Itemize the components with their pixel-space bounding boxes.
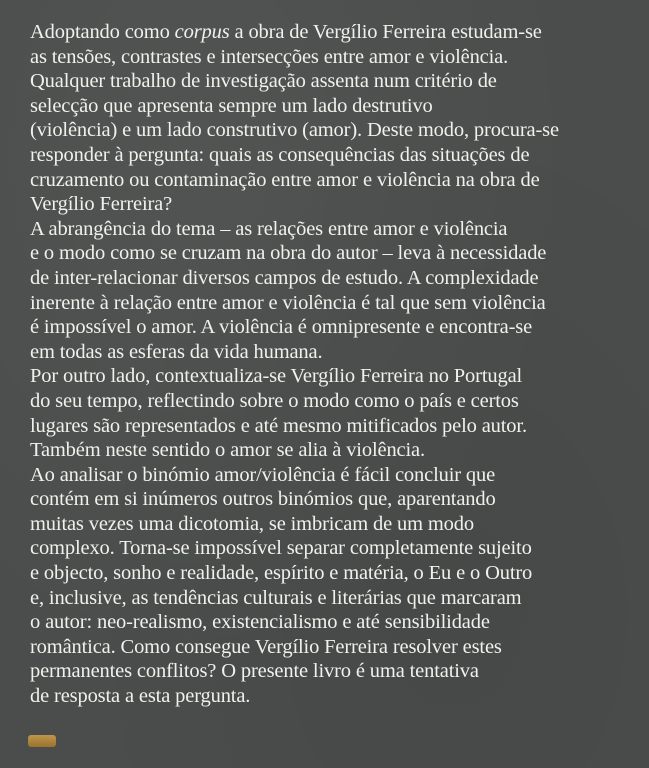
text-segment: A abrangência do tema – as relações entre amor e violência (30, 217, 508, 240)
text-segment: é impossível o amor. A violência é omnipresente e encontra-se (30, 316, 533, 339)
text-segment: inerente à relação entre amor e violência é tal que sem violência (30, 291, 546, 314)
text-segment: romântica. Como consegue Vergílio Ferreira resolver estes (30, 635, 502, 658)
text-line (30, 414, 645, 439)
text-line (30, 315, 645, 340)
back-cover-text (30, 20, 645, 709)
text-segment: de inter-relacionar diversos campos de estudo. A complexidade (30, 266, 539, 289)
text-line (30, 69, 645, 94)
text-segment: complexo. Torna-se impossível separar completamente sujeito (30, 537, 532, 560)
text-line (30, 364, 645, 389)
publisher-logo (28, 735, 56, 747)
text-line (30, 659, 645, 684)
text-segment: a obra de Vergílio Ferreira estudam-se (229, 21, 542, 43)
text-line (30, 438, 645, 463)
text-line (30, 241, 645, 266)
text-segment: cruzamento ou contaminação entre amor e violência na obra de (30, 168, 540, 191)
text-segment: Ao analisar o binómio amor/violência é fácil concluir que (30, 463, 496, 486)
text-segment: o autor: neo-realismo, existencialismo e até sensibilidade (30, 611, 490, 634)
text-line (30, 266, 645, 291)
text-line (30, 586, 645, 611)
text-segment: e objecto, sonho e realidade, espírito e matéria, o Eu e o Outro (30, 562, 533, 585)
text-segment: muitas vezes uma dicotomia, se imbricam de um modo (30, 512, 474, 535)
text-segment: Também neste sentido o amor se alia à violência. (30, 439, 425, 462)
text-line (30, 463, 645, 488)
text-segment: e o modo como se cruzam na obra do autor – leva à necessidade (30, 242, 547, 265)
text-line (30, 192, 645, 217)
text-line (30, 168, 645, 193)
text-line (30, 561, 645, 586)
text-segment: de resposta a esta pergunta. (30, 685, 251, 708)
text-line (30, 389, 645, 414)
text-line (30, 118, 645, 143)
text-segment: Adoptando como (30, 21, 175, 43)
text-line (30, 20, 645, 45)
text-line (30, 217, 645, 242)
text-line (30, 512, 645, 537)
text-segment: (violência) e um lado construtivo (amor). Deste modo, procura-se (30, 119, 559, 142)
text-segment: lugares são representados e até mesmo mitificados pelo autor. (30, 414, 527, 437)
text-segment: Qualquer trabalho de investigação assenta num critério de (30, 70, 497, 93)
text-line (30, 610, 645, 635)
text-line (30, 291, 645, 316)
text-segment: em todas as esferas da vida humana. (30, 340, 323, 363)
text-line (30, 487, 645, 512)
text-segment: contém em si inúmeros outros binómios que, aparentando (30, 488, 496, 511)
text-segment: Por outro lado, contextualiza-se Vergílio Ferreira no Portugal (30, 365, 523, 388)
italic-term: corpus (174, 21, 230, 43)
text-segment: as tensões, contrastes e intersecções entre amor e violência. (30, 45, 509, 68)
text-line (30, 635, 645, 660)
text-line (30, 94, 645, 119)
text-segment: e, inclusive, as tendências culturais e literárias que marcaram (30, 586, 522, 609)
text-segment: Vergílio Ferreira? (30, 193, 173, 216)
text-line (30, 45, 645, 70)
text-segment: selecção que apresenta sempre um lado destrutivo (30, 94, 433, 117)
text-segment: responder à pergunta: quais as consequências das situações de (30, 143, 530, 166)
text-line (30, 143, 645, 168)
text-line (30, 340, 645, 365)
text-line (30, 536, 645, 561)
text-segment: permanentes conflitos? O presente livro é uma tentativa (30, 660, 479, 683)
text-line (30, 684, 645, 709)
text-segment: do seu tempo, reflectindo sobre o modo como o país e certos (30, 389, 519, 412)
